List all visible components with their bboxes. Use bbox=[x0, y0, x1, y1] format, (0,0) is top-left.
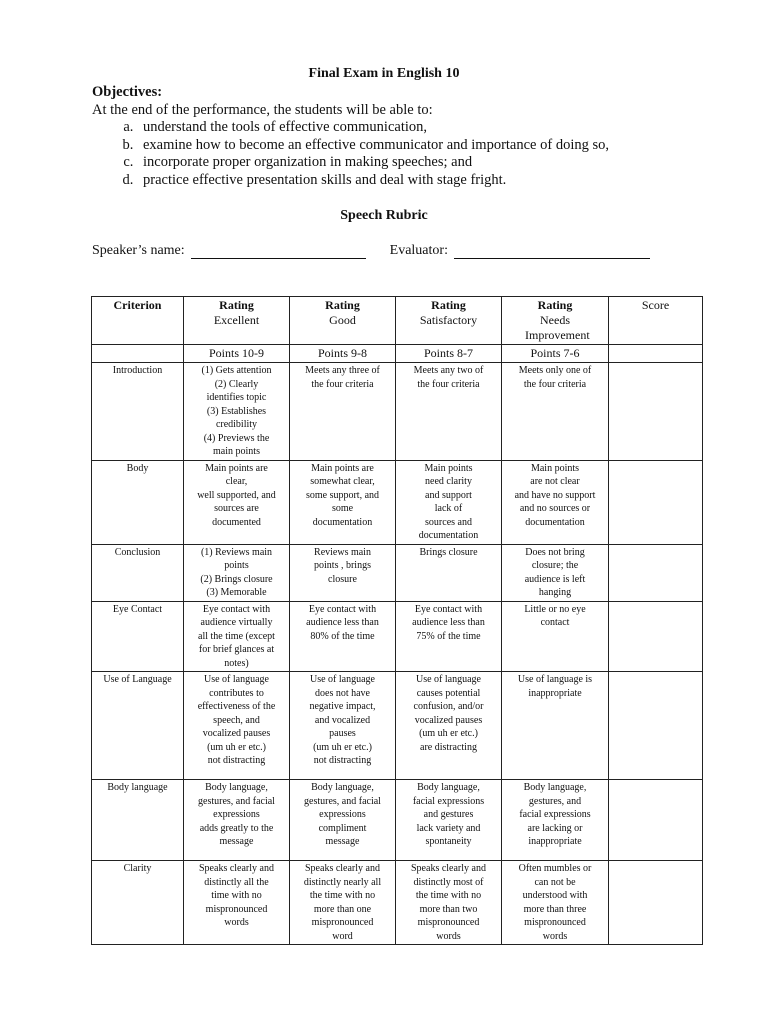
rubric-cell: Use of language causes potential confusion, and/or vocalized pauses (um uh er etc.) are distracting bbox=[396, 672, 502, 780]
rubric-cell: Body language, gestures, and facial expressions compliment message bbox=[290, 780, 396, 861]
objectives-list bbox=[92, 119, 732, 189]
rubric-cell: (1) Gets attention (2) Clearly identifies topic (3) Establishes credibility (4) Previews the main points bbox=[184, 363, 290, 461]
criterion-cell: Use of Language bbox=[92, 672, 184, 780]
rubric-row bbox=[92, 544, 703, 601]
rubric-cell: Brings closure bbox=[396, 544, 502, 601]
rubric-row bbox=[92, 601, 703, 672]
rubric-cell: Little or no eye contact bbox=[502, 601, 609, 672]
rubric-cell: Often mumbles or can not be understood with more than three mispronounced words bbox=[502, 861, 609, 945]
document-title: Final Exam in English 10 bbox=[308, 66, 460, 81]
rubric-cell: Eye contact with audience less than 75% of the time bbox=[396, 601, 502, 672]
points-excellent: Points 10-9 bbox=[184, 345, 290, 363]
speaker-name-label: Speaker’s name: bbox=[92, 243, 185, 258]
evaluator-label: Evaluator: bbox=[389, 243, 448, 258]
rubric-header-row bbox=[92, 297, 703, 345]
rubric-cell: Main points need clarity and support lack of sources and documentation bbox=[396, 460, 502, 544]
points-blank-cell bbox=[92, 345, 184, 363]
criterion-cell: Body bbox=[92, 460, 184, 544]
rubric-cell: Main points are somewhat clear, some support, and some documentation bbox=[290, 460, 396, 544]
rating-header-needs-improvement: Rating Needs Improvement bbox=[502, 297, 609, 345]
objective-item: b. examine how to become an effective communicator and importance of doing so, bbox=[137, 137, 732, 155]
rubric-cell: Body language, gestures, and facial expressions are lacking or inappropriate bbox=[502, 780, 609, 861]
rating-header-excellent: Rating Excellent bbox=[184, 297, 290, 345]
rubric-cell: Speaks clearly and distinctly all the time with no mispronounced words bbox=[184, 861, 290, 945]
criterion-cell: Clarity bbox=[92, 861, 184, 945]
rubric-cell: Speaks clearly and distinctly most of the time with no more than two mispronounced words bbox=[396, 861, 502, 945]
rubric-cell: Body language, facial expressions and gestures lack variety and spontaneity bbox=[396, 780, 502, 861]
rubric-cell: (1) Reviews main points (2) Brings closure (3) Memorable bbox=[184, 544, 290, 601]
points-good: Points 9-8 bbox=[290, 345, 396, 363]
rubric-cell: Eye contact with audience virtually all the time (except for brief glances at notes) bbox=[184, 601, 290, 672]
objective-item: c. incorporate proper organization in making speeches; and bbox=[137, 154, 732, 172]
rubric-cell: Meets any three of the four criteria bbox=[290, 363, 396, 461]
points-score-cell bbox=[609, 345, 703, 363]
rubric-cell: Speaks clearly and distinctly nearly all the time with no more than one mispronounced word bbox=[290, 861, 396, 945]
score-cell[interactable] bbox=[609, 363, 703, 461]
rubric-cell: Main points are not clear and have no support and no sources or documentation bbox=[502, 460, 609, 544]
score-cell[interactable] bbox=[609, 780, 703, 861]
points-row bbox=[92, 345, 703, 363]
rubric-row bbox=[92, 780, 703, 861]
rubric-table bbox=[91, 296, 703, 945]
score-cell[interactable] bbox=[609, 544, 703, 601]
rubric-cell: Use of language does not have negative impact, and vocalized pauses (um uh er etc.) not distracting bbox=[290, 672, 396, 780]
rubric-cell: Body language, gestures, and facial expressions adds greatly to the message bbox=[184, 780, 290, 861]
objectives-section bbox=[92, 84, 732, 189]
rating-header-satisfactory: Rating Satisfactory bbox=[396, 297, 502, 345]
criterion-cell: Body language bbox=[92, 780, 184, 861]
evaluator-field[interactable] bbox=[454, 244, 650, 259]
rubric-row bbox=[92, 861, 703, 945]
score-cell[interactable] bbox=[609, 861, 703, 945]
rubric-cell: Main points are clear, well supported, and sources are documented bbox=[184, 460, 290, 544]
rubric-row bbox=[92, 363, 703, 461]
rubric-cell: Meets any two of the four criteria bbox=[396, 363, 502, 461]
score-header: Score bbox=[609, 297, 703, 345]
objectives-heading: Objectives: bbox=[92, 84, 163, 100]
rubric-title: Speech Rubric bbox=[340, 208, 428, 223]
rubric-row bbox=[92, 460, 703, 544]
criterion-cell: Eye Contact bbox=[92, 601, 184, 672]
points-satisfactory: Points 8-7 bbox=[396, 345, 502, 363]
score-cell[interactable] bbox=[609, 460, 703, 544]
rating-header-good: Rating Good bbox=[290, 297, 396, 345]
score-cell[interactable] bbox=[609, 672, 703, 780]
criterion-cell: Conclusion bbox=[92, 544, 184, 601]
criterion-cell: Introduction bbox=[92, 363, 184, 461]
criterion-header: Criterion bbox=[92, 297, 184, 345]
rubric-cell: Use of language is inappropriate bbox=[502, 672, 609, 780]
rubric-cell: Eye contact with audience less than 80% of the time bbox=[290, 601, 396, 672]
objectives-intro: At the end of the performance, the students will be able to: bbox=[92, 101, 433, 118]
speaker-name-field[interactable] bbox=[191, 244, 366, 259]
objective-item: d. practice effective presentation skills and deal with stage fright. bbox=[137, 172, 732, 190]
points-needs-improvement: Points 7-6 bbox=[502, 345, 609, 363]
name-fields bbox=[92, 243, 650, 259]
rubric-cell: Reviews main points , brings closure bbox=[290, 544, 396, 601]
rubric-cell: Does not bring closure; the audience is left hanging bbox=[502, 544, 609, 601]
score-cell[interactable] bbox=[609, 601, 703, 672]
objective-item: a. understand the tools of effective communication, bbox=[137, 119, 732, 137]
rubric-row bbox=[92, 672, 703, 780]
rubric-cell: Use of language contributes to effectiveness of the speech, and vocalized pauses (um uh er etc.) not distracting bbox=[184, 672, 290, 780]
rubric-cell: Meets only one of the four criteria bbox=[502, 363, 609, 461]
